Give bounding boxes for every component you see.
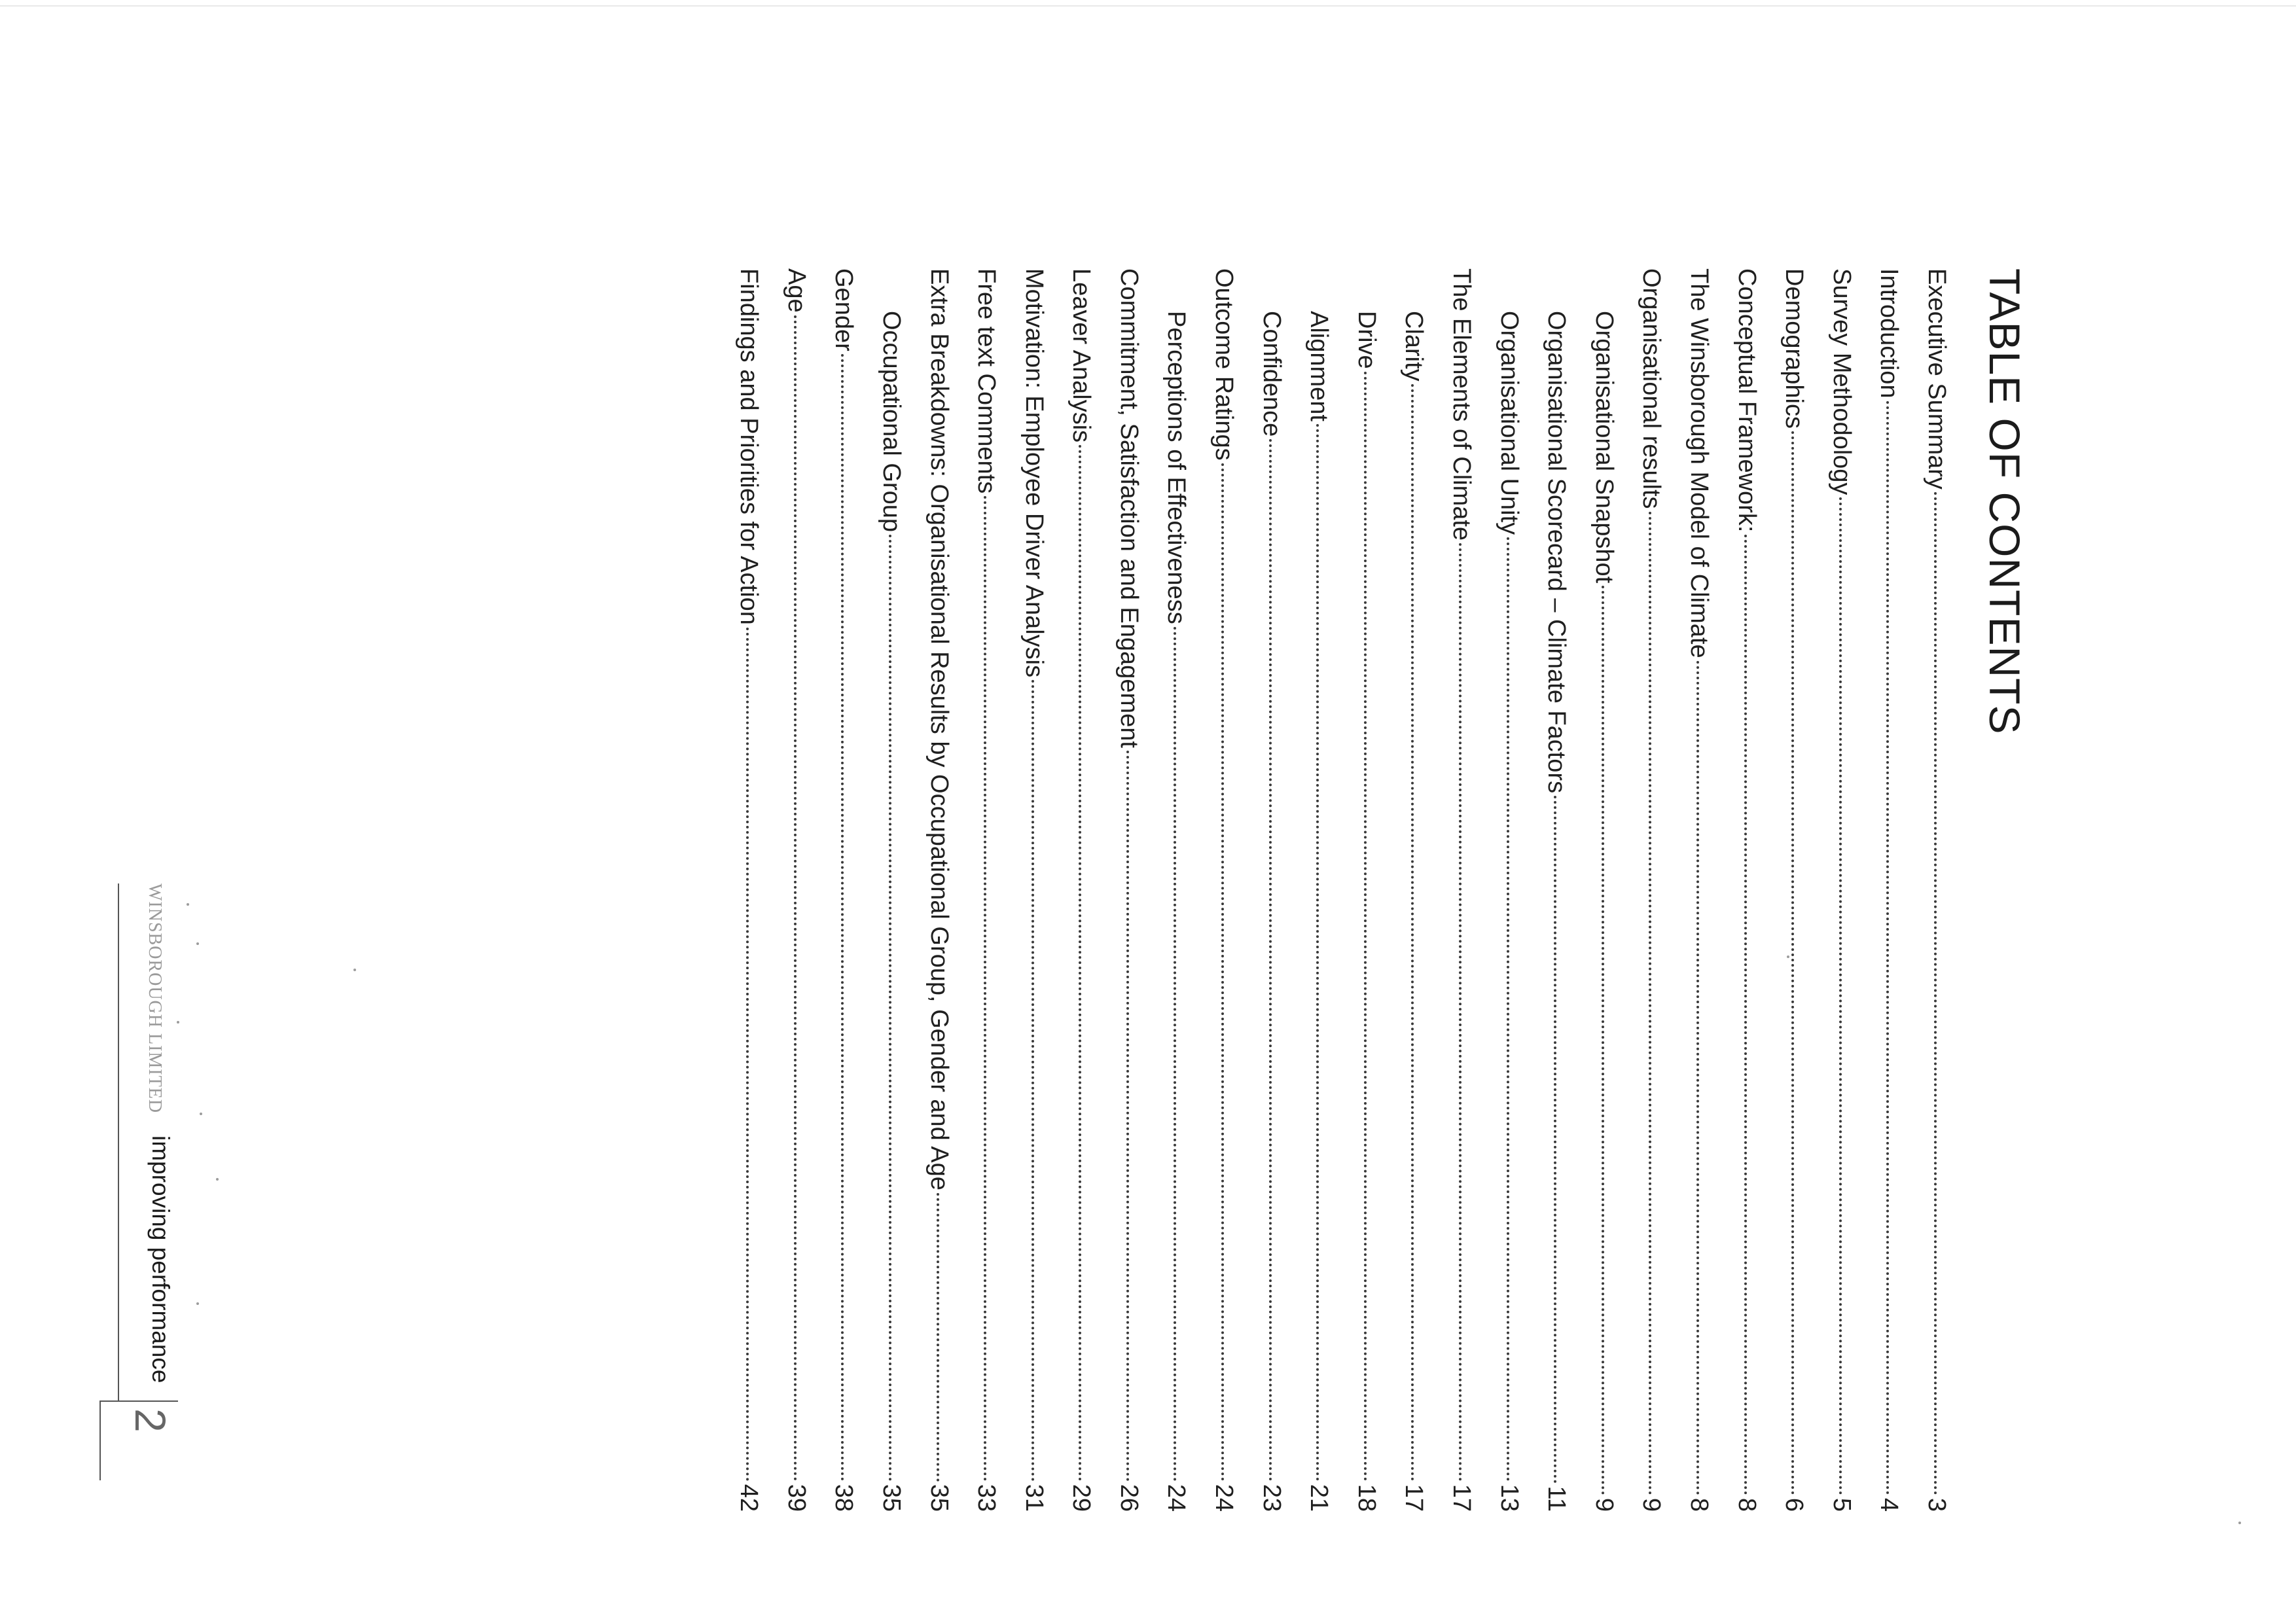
toc-entry-free-text-comments[interactable] xyxy=(963,268,1011,1512)
toc-entry-page: 3 xyxy=(1923,1497,1950,1512)
footer-rule xyxy=(118,883,119,1400)
dot-leader xyxy=(1554,796,1556,1483)
toc-entry-page: 35 xyxy=(877,1484,905,1512)
toc-entry-text: Commitment, Satisfaction and Engagement xyxy=(1115,268,1143,748)
toc-entry-page: 26 xyxy=(1115,1484,1143,1512)
toc-entry-organisational-results[interactable] xyxy=(1628,268,1676,1512)
toc-entry-conceptual-framework[interactable] xyxy=(1723,268,1770,1512)
toc-title: TABLE OF CONTENTS xyxy=(1981,268,2029,735)
toc-entry-page: 31 xyxy=(1020,1484,1048,1512)
toc-entry-text: The Elements of Climate xyxy=(1448,268,1476,541)
toc-entry-perceptions-of-effectiveness[interactable] xyxy=(1153,268,1200,1512)
scan-speck xyxy=(353,969,356,971)
dot-leader xyxy=(1934,492,1937,1495)
toc-entry-occupational-group[interactable] xyxy=(867,268,915,1512)
toc-entry-text: Drive xyxy=(1352,311,1380,369)
dot-leader xyxy=(1126,751,1129,1482)
toc-entry-page: 21 xyxy=(1305,1484,1333,1512)
toc-entry-alignment[interactable] xyxy=(1295,268,1343,1512)
toc-entry-page: 35 xyxy=(925,1484,953,1512)
dot-leader xyxy=(1221,463,1224,1482)
toc-entry-text: Outcome Ratings xyxy=(1210,268,1238,461)
toc-entry-text: Conceptual Framework: xyxy=(1732,268,1761,533)
scan-speck xyxy=(2238,1522,2241,1524)
toc-entry-age[interactable] xyxy=(772,268,820,1512)
toc-entry-page: 5 xyxy=(1827,1497,1856,1512)
dot-leader xyxy=(1507,537,1509,1482)
scan-speck xyxy=(196,942,199,945)
toc-entry-text: Clarity xyxy=(1400,311,1428,382)
toc-entry-text: Age xyxy=(782,268,810,313)
toc-entry-survey-methodology[interactable] xyxy=(1818,268,1865,1512)
toc-entry-text: Executive Summary xyxy=(1923,268,1950,490)
toc-entry-text: Motivation: Employee Driver Analysis xyxy=(1020,268,1048,678)
scan-speck xyxy=(1787,955,1789,958)
toc-entry-text: Introduction xyxy=(1875,268,1903,399)
dot-leader xyxy=(889,535,891,1482)
toc-entry-page: 23 xyxy=(1257,1484,1285,1512)
dot-leader xyxy=(937,1193,939,1482)
dot-leader xyxy=(1649,512,1651,1495)
toc-entry-organisational-scorecard[interactable] xyxy=(1533,268,1581,1512)
dot-leader xyxy=(1886,401,1889,1495)
toc-entry-page: 18 xyxy=(1352,1484,1380,1512)
scan-edge-line xyxy=(0,5,2296,7)
dot-leader xyxy=(1411,384,1414,1482)
dot-leader xyxy=(746,628,749,1482)
toc-entry-text: Perceptions of Effectiveness xyxy=(1162,311,1191,624)
toc-entry-text: Leaver Analysis xyxy=(1067,268,1096,443)
dot-leader xyxy=(1174,627,1177,1482)
toc-entry-text: Alignment xyxy=(1305,311,1333,421)
toc-entry-page: 8 xyxy=(1685,1497,1713,1512)
dot-leader xyxy=(1602,586,1604,1495)
toc-entry-text: Organisational Snapshot xyxy=(1590,311,1618,584)
table-of-contents xyxy=(725,268,2036,1512)
toc-entry-drive[interactable] xyxy=(1342,268,1390,1512)
dot-leader xyxy=(794,315,797,1482)
dot-leader xyxy=(1791,431,1794,1495)
toc-entry-text: Gender xyxy=(830,268,858,351)
dot-leader xyxy=(1364,372,1367,1482)
dot-leader xyxy=(1079,445,1081,1482)
dot-leader xyxy=(1031,680,1034,1482)
toc-entry-page: 24 xyxy=(1162,1484,1191,1512)
dot-leader xyxy=(1316,424,1319,1482)
toc-entry-page: 4 xyxy=(1875,1497,1903,1512)
company-name: WINSBOROUGH LIMITED xyxy=(145,883,165,1114)
toc-entry-page: 17 xyxy=(1448,1484,1476,1512)
toc-entry-text: Occupational Group xyxy=(877,311,905,532)
toc-entry-elements-of-climate[interactable] xyxy=(1437,268,1485,1512)
company-tagline: improving performance xyxy=(147,1135,174,1383)
dot-leader xyxy=(1744,535,1747,1495)
toc-entry-clarity[interactable] xyxy=(1390,268,1438,1512)
toc-entry-executive-summary[interactable] xyxy=(1912,268,1960,1512)
toc-entry-page: 39 xyxy=(782,1484,810,1512)
toc-entry-employee-driver-analysis[interactable] xyxy=(1010,268,1058,1512)
toc-entry-text: Survey Methodology xyxy=(1827,268,1856,495)
dot-leader xyxy=(1839,497,1842,1495)
toc-entry-introduction[interactable] xyxy=(1865,268,1913,1512)
toc-entry-page: 13 xyxy=(1495,1484,1523,1512)
toc-entry-text: Organisational Unity xyxy=(1495,311,1523,535)
toc-entry-page: 11 xyxy=(1543,1486,1571,1512)
toc-entry-extra-breakdowns[interactable] xyxy=(915,268,963,1512)
toc-entry-text: Demographics xyxy=(1780,268,1808,429)
toc-entry-page: 24 xyxy=(1210,1484,1238,1512)
toc-entry-page: 42 xyxy=(735,1484,763,1512)
toc-entry-page: 9 xyxy=(1590,1497,1618,1512)
toc-entry-page: 9 xyxy=(1638,1497,1666,1512)
dot-leader xyxy=(984,496,986,1482)
toc-entry-page: 8 xyxy=(1732,1497,1761,1512)
toc-entry-text: Confidence xyxy=(1257,311,1285,437)
toc-entry-text: Organisational Scorecard – Climate Factors xyxy=(1543,311,1571,794)
toc-entry-text: Free text Comments xyxy=(973,268,1001,494)
toc-entry-confidence[interactable] xyxy=(1247,268,1295,1512)
scan-speck xyxy=(187,903,189,906)
toc-entry-page: 38 xyxy=(830,1484,858,1512)
toc-entry-text: Findings and Priorities for Action xyxy=(735,268,763,625)
toc-entry-organisational-snapshot[interactable] xyxy=(1580,268,1628,1512)
toc-entry-winsborough-model[interactable] xyxy=(1675,268,1723,1512)
scan-speck xyxy=(216,1178,219,1181)
scan-speck xyxy=(200,1113,202,1115)
toc-entry-page: 33 xyxy=(973,1484,1001,1512)
toc-entry-findings-priorities[interactable] xyxy=(725,268,773,1512)
toc-entry-demographics[interactable] xyxy=(1770,268,1818,1512)
toc-entry-leaver-analysis[interactable] xyxy=(1058,268,1105,1512)
toc-entry-text: Extra Breakdowns: Organisational Results by Occupational Group, Gender and Age xyxy=(925,268,953,1190)
toc-entry-commitment-satisfaction-engagement[interactable] xyxy=(1105,268,1153,1512)
toc-entry-text: The Winsborough Model of Climate xyxy=(1685,268,1713,658)
toc-entry-outcome-ratings[interactable] xyxy=(1200,268,1248,1512)
toc-entry-organisational-unity[interactable] xyxy=(1485,268,1533,1512)
toc-entry-page: 17 xyxy=(1400,1484,1428,1512)
scan-speck xyxy=(177,1021,179,1024)
page-number-box xyxy=(99,1400,178,1480)
page-number: 2 xyxy=(126,1408,175,1433)
dot-leader xyxy=(1696,661,1699,1495)
toc-entry-text: Organisational results xyxy=(1638,268,1666,509)
dot-leader xyxy=(1269,439,1272,1481)
scan-speck xyxy=(196,1302,199,1305)
dot-leader xyxy=(841,354,844,1482)
toc-entry-page: 29 xyxy=(1067,1484,1096,1512)
toc-entry-page: 6 xyxy=(1780,1497,1808,1512)
page-footer xyxy=(118,883,196,1505)
dot-leader xyxy=(1459,543,1462,1482)
toc-entry-gender[interactable] xyxy=(820,268,868,1512)
